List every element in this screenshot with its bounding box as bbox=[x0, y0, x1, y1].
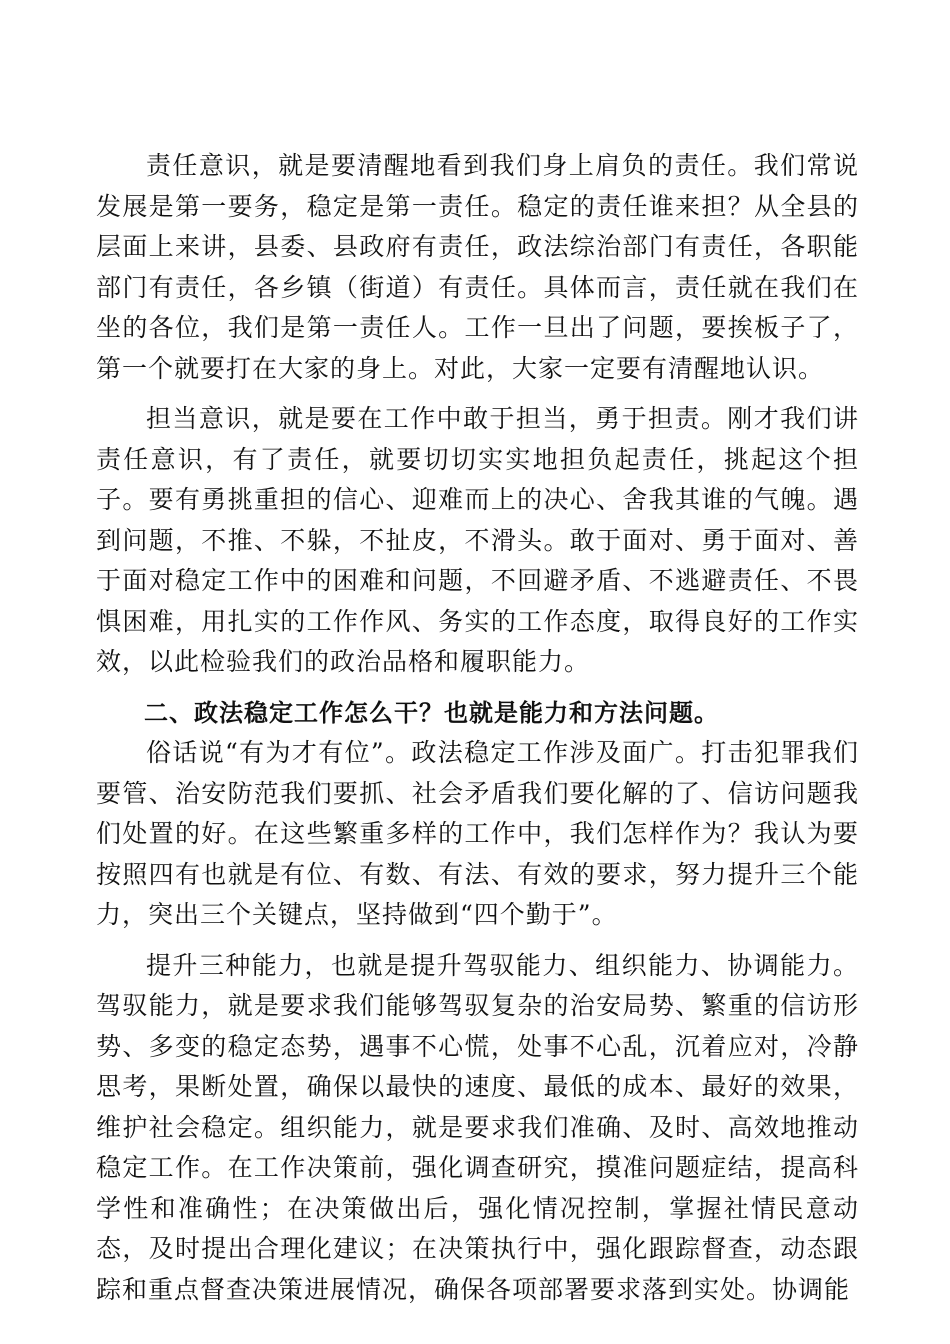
paragraph-three-abilities: 提升三种能力，也就是提升驾驭能力、组织能力、协调能力。驾驭能力，就是要求我们能够驾驭复杂的治安局势、繁重的信访形势、多变的稳定态势，遇事不心慌，处事不心乱，沉着应对，冷静思考，果断处置，确保以最快的速度、最低的成本、最好的效果，维护社会稳定。组织能力，就是要求我们准确、及时、高效地推动稳定工作。在工作决策前，强化调查研究，摸准问题症结，提高科学性和准确性；在决策做出后，强化情况控制，掌握社情民意动态，及时提出合理化建议；在决策执行中，强化跟踪督查，动态跟踪和重点督查决策进展情况，确保各项部署要求落到实处。协调能 bbox=[96, 950, 859, 1304]
paragraph-saying: 俗话说“有为才有位”。政法稳定工作涉及面广。打击犯罪我们要管、治安防范我们要抓、社会矛盾我们要化解的了、信访问题我们处置的好。在这些繁重多样的工作中，我们怎样作为？我认为要按照四有也就是有位、有数、有法、有效的要求，努力提升三个能力，突出三个关键点，坚持做到“四个勤于”。 bbox=[96, 738, 859, 929]
document-body bbox=[96, 146, 859, 1310]
paragraph-responsibility: 责任意识，就是要清醒地看到我们身上肩负的责任。我们常说发展是第一要务，稳定是第一责任。稳定的责任谁来担？从全县的层面上来讲，县委、县政府有责任，政法综治部门有责任，各职能部门有责任，各乡镇（街道）有责任。具体而言，责任就在我们在坐的各位，我们是第一责任人。工作一旦出了问题，要挨板子了，第一个就要打在大家的身上。对此，大家一定要有清醒地认识。 bbox=[96, 151, 859, 383]
section-heading: 二、政法稳定工作怎么干？也就是能力和方法问题。 bbox=[144, 698, 719, 727]
paragraph-accountability: 担当意识，就是要在工作中敢于担当，勇于担责。刚才我们讲责任意识，有了责任，就要切切实实地担负起责任，挑起这个担子。要有勇挑重担的信心、迎难而上的决心、舍我其谁的气魄。遇到问题，不推、不躲，不扯皮，不滑头。敢于面对、勇于面对、善于面对稳定工作中的困难和问题，不回避矛盾、不逃避责任、不畏惧困难，用扎实的工作作风、务实的工作态度，取得良好的工作实效，以此检验我们的政治品格和履职能力。 bbox=[96, 404, 859, 676]
